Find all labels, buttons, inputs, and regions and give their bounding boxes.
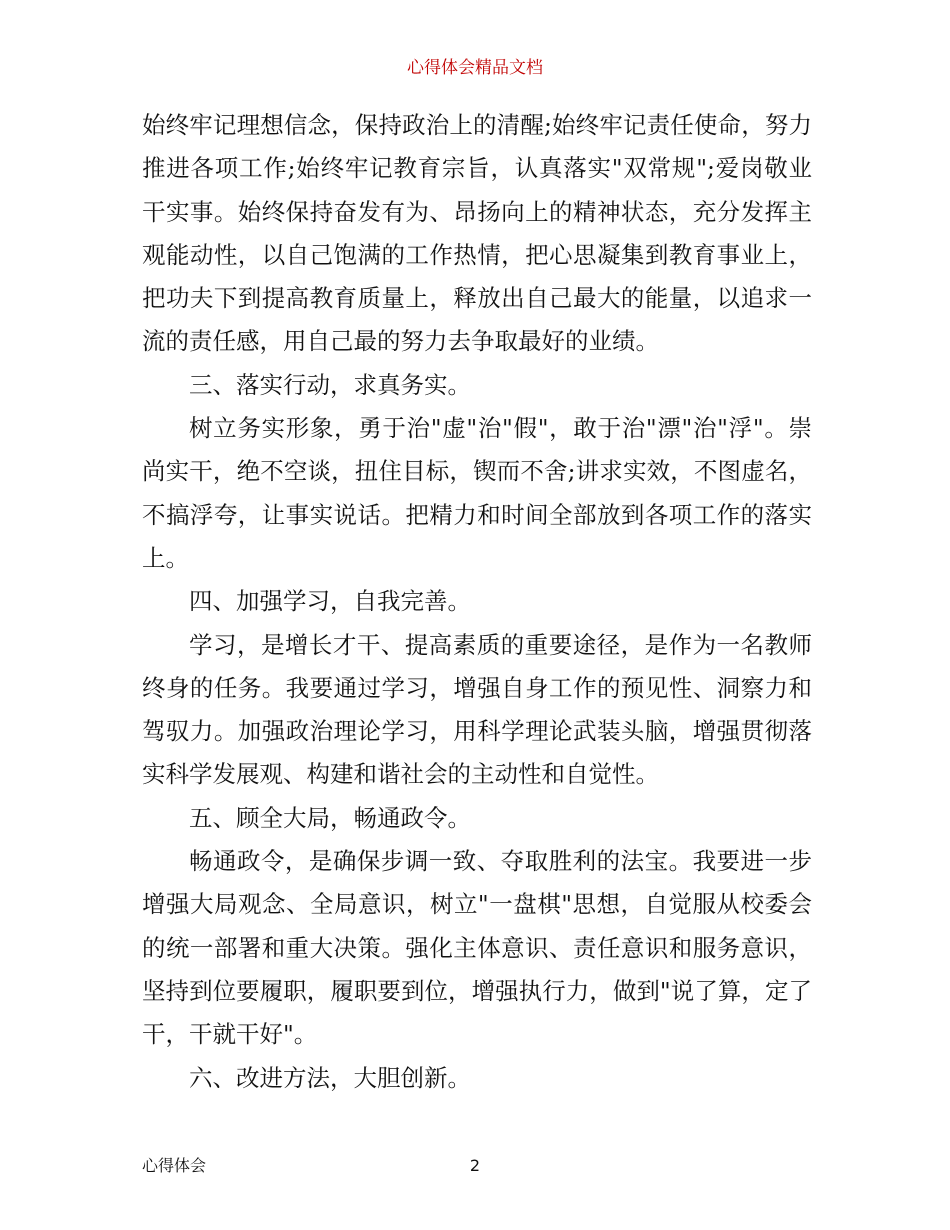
section-heading-3: 三、落实行动，求真务实。 <box>189 370 471 399</box>
page-number: 2 <box>469 1156 481 1175</box>
document-body <box>142 104 812 1100</box>
section-heading-4: 四、加强学习，自我完善。 <box>189 587 471 616</box>
page-header: 心得体会精品文档 <box>407 58 543 78</box>
paragraph-section-3: 树立务实形象，勇于治"虚"治"假"，敢于治"漂"治"浮"。崇尚实干，绝不空谈，扭住目标，锲而不舍;讲求实效，不图虚名，不搞浮夸，让事实说话。把精力和时间全部放到各项工作的落实上。 <box>142 414 812 572</box>
paragraph-section-5: 畅通政令，是确保步调一致、夺取胜利的法宝。我要进一步增强大局观念、全局意识，树立"一盘棋"思想，自觉服从校委会的统一部署和重大决策。强化主体意识、责任意识和服务意识，坚持到位要履职，履职要到位，增强执行力，做到"说了算，定了干，干就干好"。 <box>142 847 812 1049</box>
paragraph-section-4: 学习，是增长才干、提高素质的重要途径，是作为一名教师终身的任务。我要通过学习，增强自身工作的预见性、洞察力和驾驭力。加强政治理论学习，用科学理论武装头脑，增强贯彻落实科学发展观、构建和谐社会的主动性和自觉性。 <box>142 630 812 789</box>
paragraph-intro: 始终牢记理想信念，保持政治上的清醒;始终牢记责任使命，努力推进各项工作;始终牢记教育宗旨，认真落实"双常规";爱岗敬业干实事。始终保持奋发有为、昂扬向上的精神状态，充分发挥主观能动性，以自己饱满的工作热情，把心思凝集到教育事业上，把功夫下到提高教育质量上，释放出自己最大的能量，以追求一流的责任感，用自己最的努力去争取最好的业绩。 <box>142 111 812 356</box>
footer-label: 心得体会 <box>142 1156 207 1175</box>
section-heading-5: 五、顾全大局，畅通政令。 <box>189 803 471 832</box>
section-heading-6: 六、改进方法，大胆创新。 <box>189 1063 471 1092</box>
